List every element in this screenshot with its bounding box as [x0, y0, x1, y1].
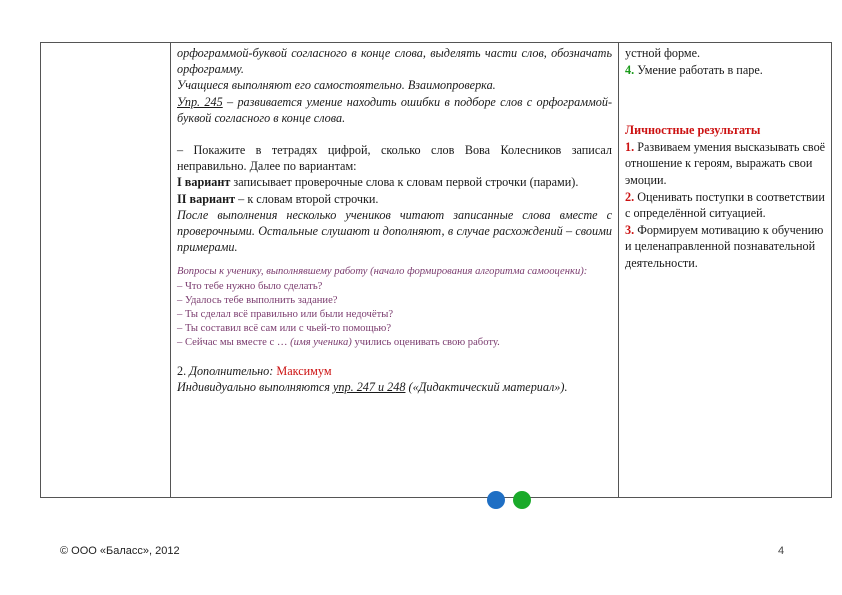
table-col-results	[619, 43, 833, 497]
lesson-table	[40, 42, 832, 498]
personal-item-3-text: Формируем мотивацию к обучению и целенаправленной познавательной деятельности.	[625, 222, 824, 270]
variant-2-label: II вариант	[177, 191, 236, 206]
mid-para-3	[177, 94, 612, 126]
results-item-4-number: 4.	[625, 62, 635, 77]
questions-title: Вопросы к ученику, выполнявшему работу (начало формирования алгоритма самооценки):	[177, 266, 588, 278]
personal-item-3-number: 3.	[625, 222, 635, 237]
question-item: – Удалось тебе выполнить задание?	[177, 294, 338, 306]
question-item	[177, 336, 612, 350]
mid-para-9-end: («Дидактический материал»).	[405, 379, 568, 394]
variant-1-label: I вариант	[177, 175, 231, 190]
variant-2-text: – к словам второй строчки.	[235, 191, 379, 206]
question-5-start: – Сейчас мы вместе с …	[177, 337, 291, 349]
mid-para-2: Учащиеся выполняют его самостоятельно. Взаимопроверка.	[177, 78, 496, 93]
student-name-placeholder: (имя ученика)	[290, 337, 352, 349]
mid-para-1: орфограммой-буквой согласного в конце слова, выделять части слов, обозначать орфограмму.	[177, 46, 612, 77]
table-col-left	[41, 43, 171, 497]
additional-number: 2.	[177, 363, 190, 378]
personal-item-1	[625, 139, 827, 189]
page-number: 4	[778, 545, 785, 557]
blue-circle-icon	[487, 491, 505, 509]
question-item: – Что тебе нужно было сделать?	[177, 280, 323, 292]
mid-para-3-text: – развивается умение находить ошибки в подборе слов с орфограммой-буквой согласного в конце слова.	[177, 94, 613, 125]
exercise-ref-245: Упр. 245	[177, 94, 223, 109]
question-item: – Ты сделал всё правильно или были недочёты?	[177, 309, 394, 321]
additional-label: Дополнительно:	[189, 363, 274, 378]
mid-para-4: – Покажите в тетрадях цифрой, сколько слов Вова Колесников записал неправильно. Далее по вариантам:	[177, 143, 612, 174]
green-circle-icon	[513, 491, 531, 509]
mid-para-8	[177, 363, 612, 379]
personal-item-1-number: 1.	[625, 139, 635, 154]
personal-item-2-text: Оценивать поступки в соответствии с определённой ситуацией.	[625, 189, 825, 221]
maximum-label: Максимум	[273, 363, 332, 378]
personal-item-2-number: 2.	[625, 189, 635, 204]
personal-item-1-text: Развиваем умения высказывать своё отношение к героям, выражать свои эмоции.	[625, 139, 826, 187]
self-assessment-questions	[177, 265, 612, 350]
question-5-end: учились оценивать свою работу.	[351, 337, 500, 349]
exercise-ref-247-248: упр. 247 и 248	[333, 379, 406, 394]
mid-para-5	[177, 174, 612, 190]
mid-para-9	[177, 379, 612, 395]
personal-item-3	[625, 222, 827, 272]
results-line-1: устной форме.	[625, 46, 701, 60]
mid-para-7: После выполнения несколько учеников читают записанные слова вместе с проверочными. Остальные слушают и дополняют, в случае расхождений – своими примерами.	[177, 207, 612, 255]
results-item-4-text: Умение работать в паре.	[634, 62, 763, 77]
personal-item-2	[625, 189, 827, 222]
mid-para-6	[177, 191, 612, 207]
mid-para-9-start: Индивидуально выполняются	[177, 379, 334, 394]
results-item-4	[625, 62, 827, 79]
table-col-activities	[171, 43, 619, 497]
personal-results-heading: Личностные результаты	[625, 123, 761, 138]
question-item: – Ты составил всё сам или с чьей-то помощью?	[177, 323, 392, 335]
variant-1-text: записывает проверочные слова к словам первой строчки (парами).	[230, 175, 579, 190]
footer-copyright: © ООО «Баласс», 2012	[60, 545, 180, 557]
